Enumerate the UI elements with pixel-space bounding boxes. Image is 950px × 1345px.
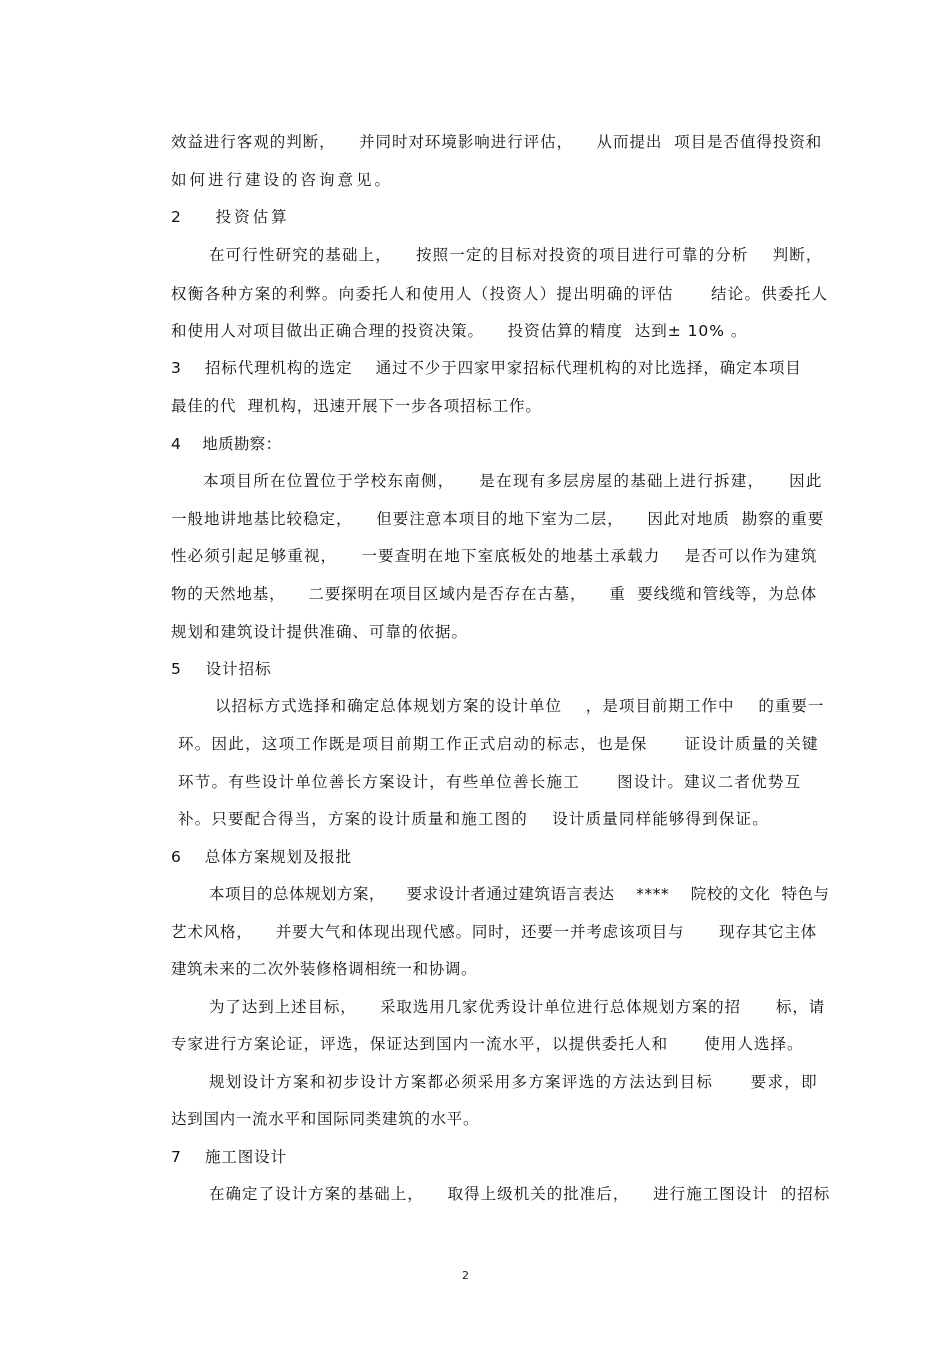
text-line: 物的天然地基， 二要探明在项目区域内是否存在古墓， 重 要线缆和管线等，为总体 — [171, 585, 818, 603]
text-line: 一般地讲地基比较稳定， 但要注意本项目的地下室为二层， 因此对地质 勘察的重要 — [171, 510, 825, 528]
section-heading: 6 总体方案规划及报批 — [171, 848, 352, 866]
text-line: 环节。有些设计单位善长方案设计，有些单位善长施工 图设计。建议二者优势互 — [178, 773, 802, 791]
text-line: 本项目的总体规划方案， 要求设计者通过建筑语言表达 **** 院校的文化 特色与 — [209, 885, 830, 903]
text-line: 在可行性研究的基础上， 按照一定的目标对投资的项目进行可靠的分析 判断， — [209, 246, 823, 264]
text-line: 专家进行方案论证，评选，保证达到国内一流水平，以提供委托人和 使用人选择。 — [171, 1035, 804, 1053]
text-line: 达到国内一流水平和国际同类建筑的水平。 — [171, 1110, 480, 1128]
text-line: 权衡各种方案的利弊。向委托人和使用人（投资人）提出明确的评估 结论。供委托人 — [171, 285, 829, 303]
section-heading: 2 投资估算 — [171, 208, 290, 226]
text-line: 效益进行客观的判断， 并同时对环境影响进行评估， 从而提出 项目是否值得投资和 — [171, 133, 823, 151]
text-line: 艺术风格， 并要大气和体现出现代感。同时，还要一并考虑该项目与 现存其它主体 — [171, 923, 818, 941]
text-line: 为了达到上述目标， 采取选用几家优秀设计单位进行总体规划方案的招 标，请 — [209, 998, 826, 1016]
text-line: 环。因此，这项工作既是项目前期工作正式启动的标志，也是保 证设计质量的关键 — [178, 735, 819, 753]
text-line: 补。只要配合得当，方案的设计质量和施工图的 设计质量同样能够得到保证。 — [178, 810, 769, 828]
page-number: 2 — [462, 1269, 469, 1282]
text-line: 最佳的代 理机构，迅速开展下一步各项招标工作。 — [171, 397, 542, 415]
text-line: 以招标方式选择和确定总体规划方案的设计单位 ，是项目前期工作中 的重要一 — [215, 697, 825, 715]
text-line: 和使用人对项目做出正确合理的投资决策。 投资估算的精度 达到± 10% 。 — [171, 322, 748, 340]
section-heading: 4 地质勘察： — [171, 435, 282, 453]
text-line: 建筑未来的二次外装修格调相统一和协调。 — [171, 960, 478, 978]
text-line: 规划和建筑设计提供准确、可靠的依据。 — [171, 623, 469, 641]
section-heading: 5 设计招标 — [171, 660, 272, 678]
section-heading: 7 施工图设计 — [171, 1148, 287, 1166]
text-line: 在确定了设计方案的基础上， 取得上级机关的批准后， 进行施工图设计 的招标 — [209, 1185, 831, 1203]
text-line: 如何进行建设的咨询意见。 — [171, 171, 394, 189]
text-line: 本项目所在位置位于学校东南侧， 是在现有多层房屋的基础上进行拆建， 因此 — [203, 472, 823, 490]
text-line: 性必须引起足够重视， 一要查明在地下室底板处的地基土承载力 是否可以作为建筑 — [171, 547, 818, 565]
section-heading: 3 招标代理机构的选定 通过不少于四家甲家招标代理机构的对比选择，确定本项目 — [171, 359, 802, 377]
text-line: 规划设计方案和初步设计方案都必须采用多方案评选的方法达到目标 要求，即 — [209, 1073, 818, 1091]
